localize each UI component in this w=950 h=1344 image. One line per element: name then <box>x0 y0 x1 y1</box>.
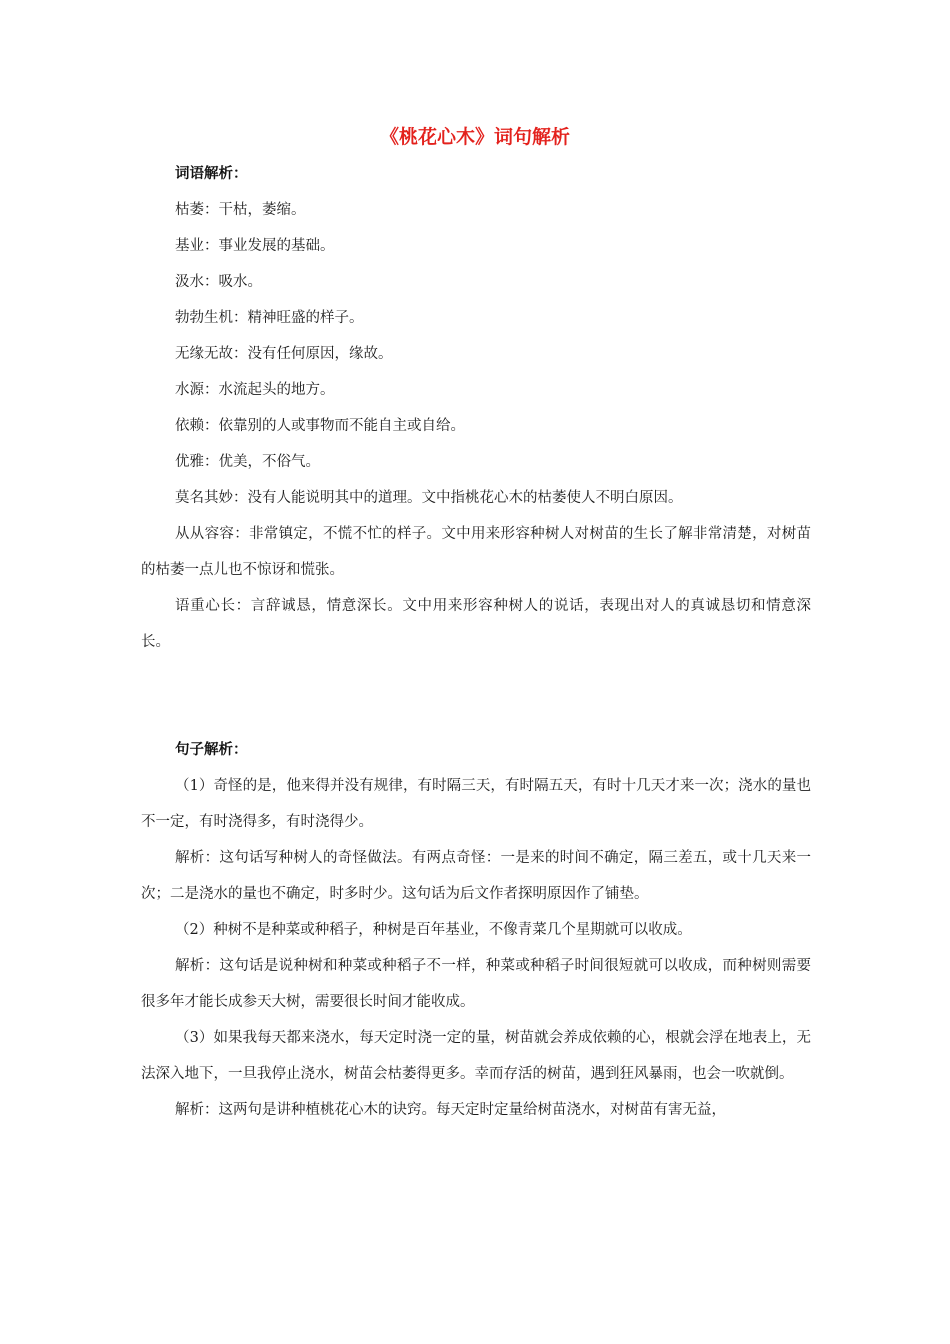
sentence-item: （2）种树不是种菜或种稻子，种树是百年基业，不像青菜几个星期就可以收成。 <box>175 922 692 938</box>
sentences-list <box>141 768 811 1128</box>
word-item: 依赖：依靠别的人或事物而不能自主或自给。 <box>175 418 465 434</box>
word-item: 优雅：优美，不俗气。 <box>175 454 320 470</box>
word-item: 语重心长：言辞诚恳，情意深长。文中用来形容种树人的说话，表现出对人的真诚恳切和情意深长。 <box>141 598 811 650</box>
words-list <box>141 192 811 660</box>
word-item: 从从容容：非常镇定，不慌不忙的样子。文中用来形容种树人对树苗的生长了解非常清楚，对树苗的枯萎一点儿也不惊讶和慌张。 <box>141 526 811 578</box>
sentence-item: （1）奇怪的是，他来得并没有规律，有时隔三天，有时隔五天，有时十几天才来一次；浇水的量也不一定，有时浇得多，有时浇得少。 <box>141 778 811 830</box>
analysis-item: 解析：这两句是讲种植桃花心木的诀窍。每天定时定量给树苗浇水，对树苗有害无益， <box>175 1102 726 1118</box>
analysis-item: 解析：这句话是说种树和种菜或种稻子不一样，种菜或种稻子时间很短就可以收成，而种树则需要很多年才能长成参天大树，需要很长时间才能收成。 <box>141 958 811 1010</box>
word-item: 勃勃生机：精神旺盛的样子。 <box>175 310 364 326</box>
sentence-item: （3）如果我每天都来浇水，每天定时浇一定的量，树苗就会养成依赖的心，根就会浮在地表上，无法深入地下，一旦我停止浇水，树苗会枯萎得更多。幸而存活的树苗，遇到狂风暴雨，也会一吹就倒。 <box>141 1030 811 1082</box>
word-item: 莫名其妙：没有人能说明其中的道理。文中指桃花心木的枯萎使人不明白原因。 <box>175 490 683 506</box>
analysis-item: 解析：这句话写种树人的奇怪做法。有两点奇怪：一是来的时间不确定，隔三差五，或十几天来一次；二是浇水的量也不确定，时多时少。这句话为后文作者探明原因作了铺垫。 <box>141 850 811 902</box>
word-item: 基业：事业发展的基础。 <box>175 238 335 254</box>
page-title: 《桃花心木》词句解析 <box>379 126 570 148</box>
word-item: 水源：水流起头的地方。 <box>175 382 335 398</box>
word-item: 无缘无故：没有任何原因，缘故。 <box>175 346 393 362</box>
words-section-heading: 词语解析： <box>175 166 248 182</box>
word-item: 汲水：吸水。 <box>175 274 262 290</box>
sentences-section-heading: 句子解析： <box>175 742 248 758</box>
word-item: 枯萎：干枯，萎缩。 <box>175 202 306 218</box>
